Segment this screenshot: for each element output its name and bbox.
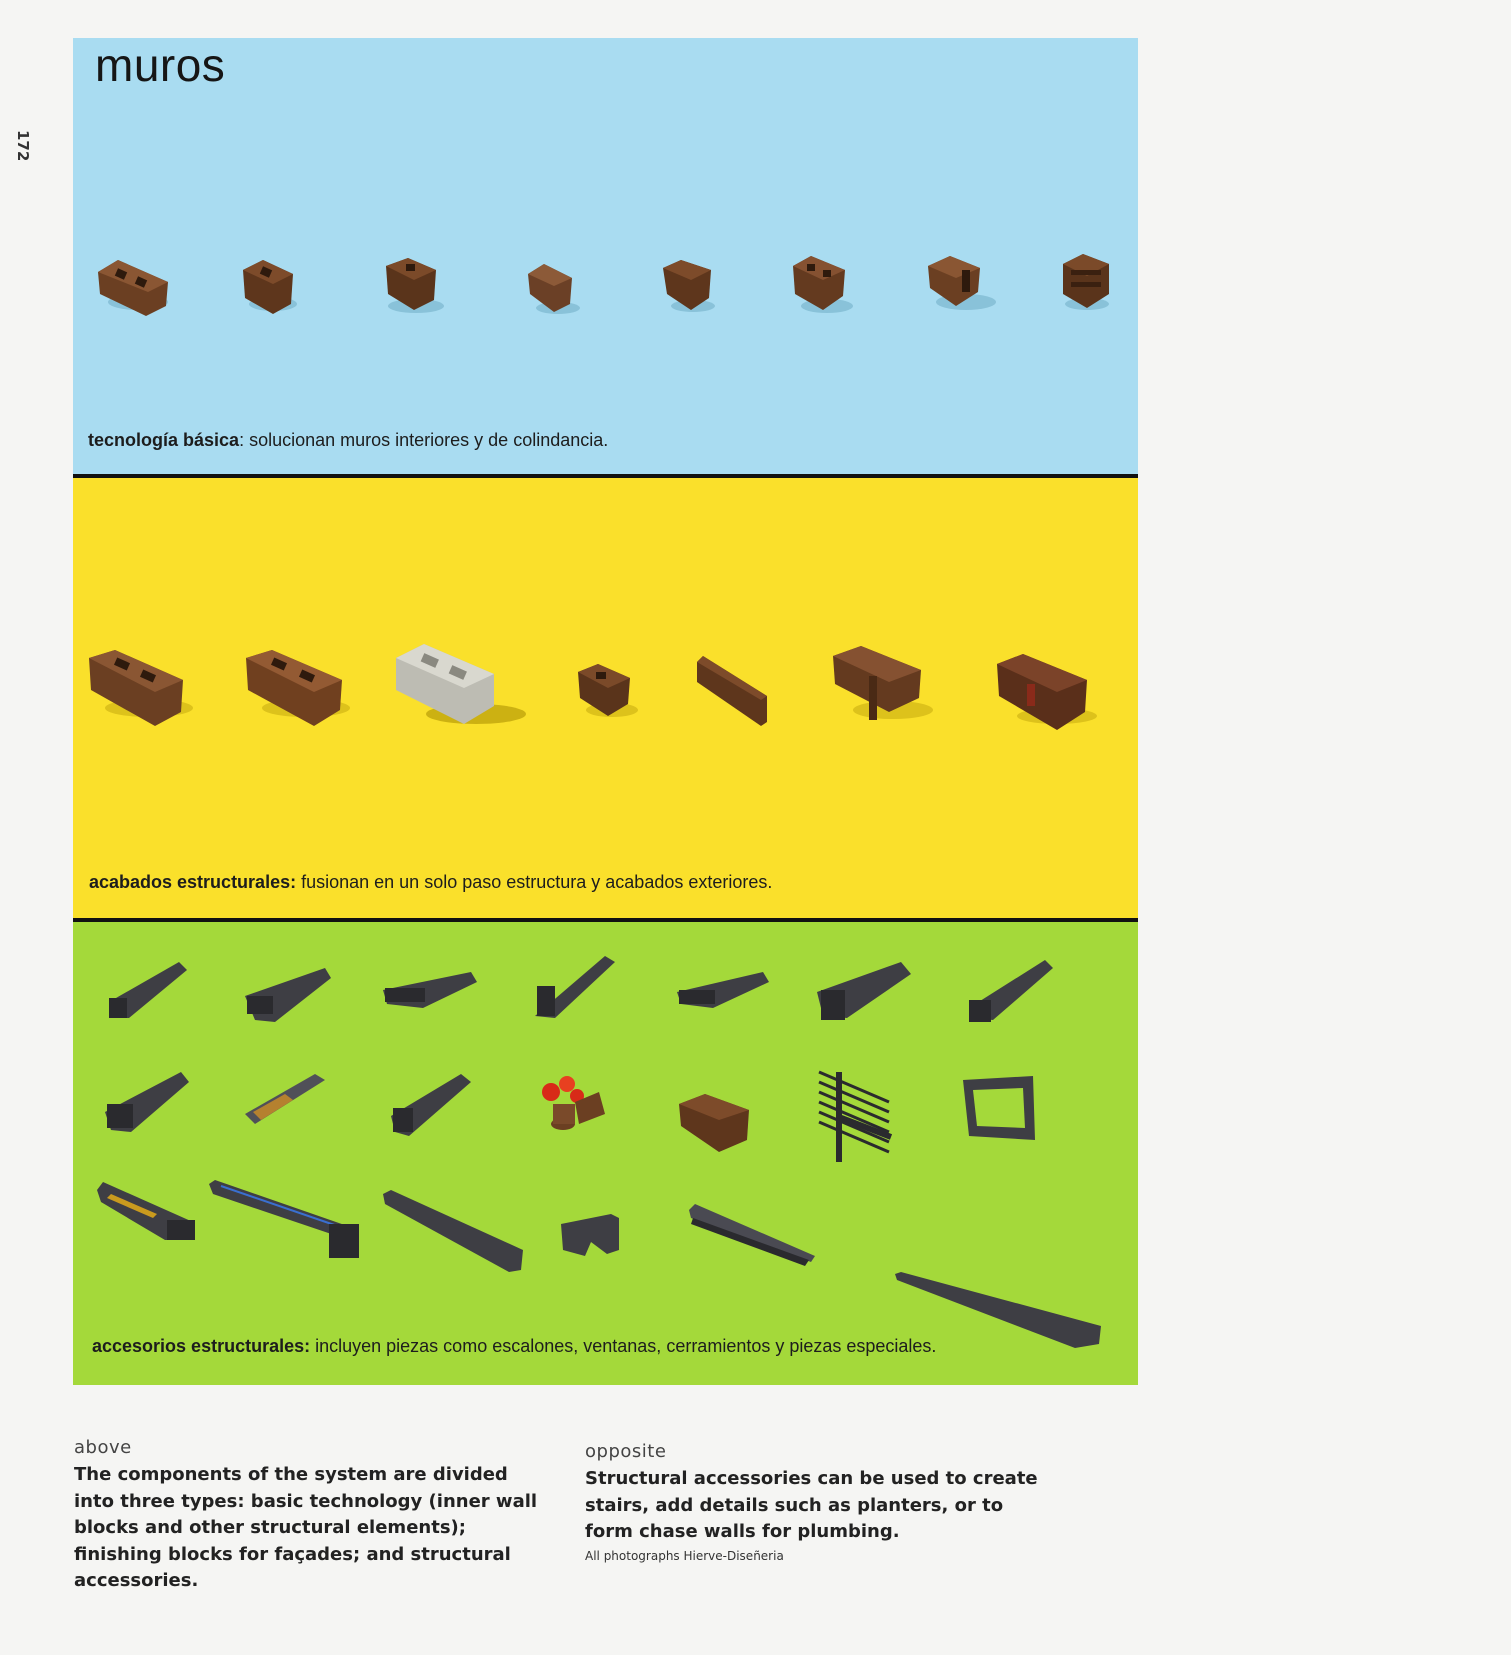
- figure-panel: [73, 38, 1138, 1385]
- band-structural-accessories: [73, 918, 1138, 1385]
- tread-piece: [245, 1074, 325, 1124]
- long-beam-1: [209, 1180, 359, 1258]
- block-photo-8: [1063, 254, 1109, 310]
- caption-accessories-text: incluyen piezas como escalones, ventanas, cerramientos y piezas especiales.: [310, 1336, 937, 1356]
- block-photo-2: [243, 260, 297, 314]
- ramp-piece: [689, 1204, 815, 1266]
- finish-block-5: [697, 656, 767, 726]
- block-photo-5: [663, 260, 715, 312]
- footer-opposite-label: opposite: [585, 1441, 667, 1462]
- caption-finishing-text: fusionan en un solo paso estructura y acabados exteriores.: [296, 872, 773, 892]
- caption-finishing-term: acabados estructurales:: [89, 872, 297, 892]
- corner-piece: [561, 1214, 619, 1256]
- finish-block-6: [833, 646, 933, 720]
- caption-basic-text: : solucionan muros interiores y de colindancia.: [239, 430, 609, 450]
- stair-piece-7: [969, 960, 1053, 1022]
- planter-icon: [542, 1076, 605, 1130]
- basic-blocks-row: [73, 208, 1138, 328]
- finish-block-3: [396, 644, 526, 724]
- page-title: muros: [95, 39, 226, 91]
- stair-piece-5: [677, 972, 769, 1008]
- block-photo-4: [528, 264, 580, 314]
- footer-above-text: The components of the system are divided into three types: basic technology (inner wall blocks and other structural elements); finishing blocks for façades; and structural accessories.: [74, 1464, 538, 1591]
- finish-block-7: [997, 654, 1097, 730]
- footer-opposite: [585, 1441, 1055, 1563]
- block-photo-6: [793, 256, 853, 313]
- block-photo-1: [98, 260, 168, 316]
- caption-accessories: [92, 1336, 936, 1357]
- caption-finishing: [89, 872, 772, 893]
- stair-piece-1: [109, 962, 187, 1018]
- caption-accessories-term: accesorios estructurales:: [92, 1336, 311, 1356]
- long-beam-2: [383, 1190, 523, 1272]
- stair-piece-2: [245, 968, 331, 1022]
- page-number: 172: [14, 130, 32, 162]
- lattice-piece: [819, 1072, 891, 1162]
- stair-piece-9: [391, 1074, 471, 1136]
- stair-piece-4: [535, 956, 615, 1018]
- finish-block-4: [578, 664, 638, 717]
- stair-piece-8: [105, 1072, 189, 1132]
- caption-basic: [88, 430, 608, 451]
- photo-credit: All photographs Hierve-Diseñeria: [585, 1548, 784, 1563]
- accessories-row-2: [73, 1062, 1138, 1172]
- window-frame-icon: [963, 1076, 1035, 1140]
- finish-block-accessory: [679, 1094, 749, 1152]
- block-photo-3: [386, 258, 444, 313]
- finish-block-1: [89, 650, 193, 726]
- band-basic-technology: [73, 38, 1138, 474]
- band-finishing-blocks: [73, 474, 1138, 918]
- finish-block-2: [246, 650, 350, 726]
- finishing-blocks-row: [73, 638, 1138, 768]
- accessories-row-1: [73, 952, 1138, 1052]
- block-photo-7: [928, 256, 996, 310]
- stair-piece-6: [817, 962, 911, 1020]
- caption-basic-term: tecnología básica: [88, 430, 240, 450]
- footer-above: [74, 1437, 544, 1595]
- footer-opposite-text: Structural accessories can be used to create stairs, add details such as planters, or to form chase walls for plumbing.: [585, 1468, 1038, 1542]
- footer-above-label: above: [74, 1437, 132, 1458]
- stair-piece-3: [383, 972, 477, 1008]
- lintel-piece-1: [97, 1182, 195, 1240]
